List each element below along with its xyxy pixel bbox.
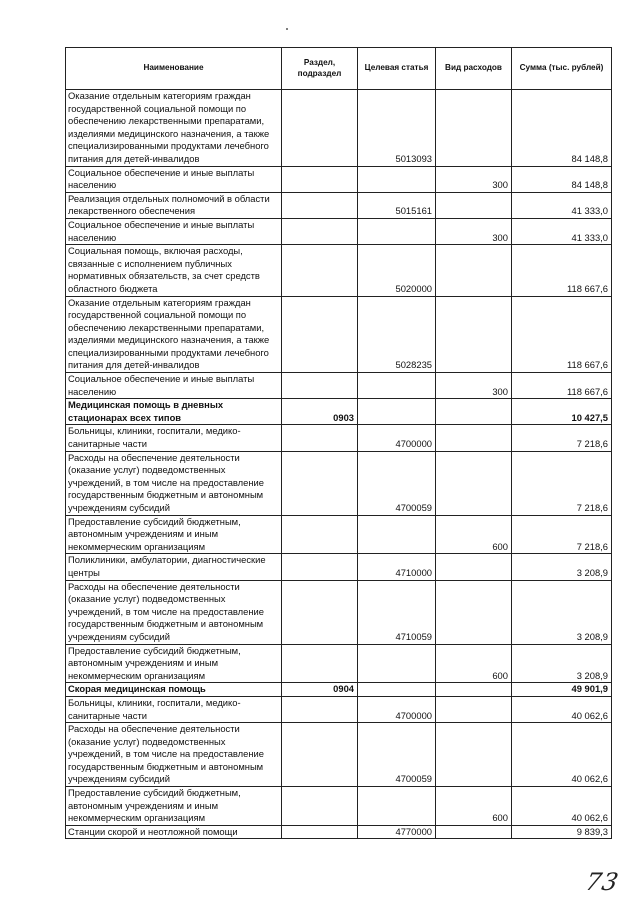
row-section <box>282 825 358 839</box>
row-kind: 600 <box>436 515 512 554</box>
row-section <box>282 515 358 554</box>
row-target: 5015161 <box>358 192 436 218</box>
row-name: Поликлиники, амбулатории, диагностические центры <box>66 554 282 580</box>
row-sum: 118 667,6 <box>512 296 612 373</box>
row-sum: 10 427,5 <box>512 399 612 425</box>
row-sum: 3 208,9 <box>512 644 612 683</box>
row-target: 5020000 <box>358 245 436 296</box>
row-section <box>282 166 358 192</box>
header-section: Раздел, подраздел <box>282 48 358 90</box>
row-name: Социальная помощь, включая расходы, связанные с исполнением публичных нормативных обязательств, за счет средств областного бюджета <box>66 245 282 296</box>
table-row <box>66 580 612 644</box>
row-target: 4710000 <box>358 554 436 580</box>
row-name: Предоставление субсидий бюджетным, автономным учреждениям и иным некоммерческим организациям <box>66 515 282 554</box>
row-section <box>282 218 358 244</box>
page-number: 73 <box>583 868 622 896</box>
table-row <box>66 683 612 697</box>
row-kind <box>436 90 512 167</box>
row-target: 4770000 <box>358 825 436 839</box>
row-name: Больницы, клиники, госпитали, медико-санитарные части <box>66 696 282 722</box>
budget-table <box>65 47 612 839</box>
row-kind: 600 <box>436 787 512 826</box>
row-section <box>282 192 358 218</box>
row-sum: 40 062,6 <box>512 723 612 787</box>
row-section <box>282 245 358 296</box>
row-section <box>282 554 358 580</box>
table-row <box>66 787 612 826</box>
row-kind <box>436 425 512 451</box>
row-sum: 41 333,0 <box>512 192 612 218</box>
row-name: Расходы на обеспечение деятельности (оказание услуг) подведомственных учреждений, в том числе на предоставление государственным бюджетным и автономным учреждениям субсидий <box>66 723 282 787</box>
table-row <box>66 554 612 580</box>
row-name: Станции скорой и неотложной помощи <box>66 825 282 839</box>
table-row <box>66 451 612 515</box>
row-section: 0903 <box>282 399 358 425</box>
table-row <box>66 399 612 425</box>
row-section <box>282 696 358 722</box>
header-sum: Сумма (тыс. рублей) <box>512 48 612 90</box>
row-section <box>282 787 358 826</box>
row-kind <box>436 723 512 787</box>
table-body <box>66 90 612 839</box>
row-section <box>282 296 358 373</box>
header-kind: Вид расходов <box>436 48 512 90</box>
row-section <box>282 90 358 167</box>
row-name: Социальное обеспечение и иные выплаты населению <box>66 166 282 192</box>
row-sum: 40 062,6 <box>512 696 612 722</box>
row-kind: 600 <box>436 644 512 683</box>
row-target <box>358 644 436 683</box>
row-name: Расходы на обеспечение деятельности (оказание услуг) подведомственных учреждений, в том числе на предоставление государственным бюджетным и автономным учреждениям субсидий <box>66 580 282 644</box>
row-target <box>358 218 436 244</box>
row-target: 4700000 <box>358 425 436 451</box>
table-row <box>66 90 612 167</box>
row-kind: 300 <box>436 166 512 192</box>
row-target: 5013093 <box>358 90 436 167</box>
table-row <box>66 825 612 839</box>
row-section <box>282 644 358 683</box>
row-target: 5028235 <box>358 296 436 373</box>
row-name: Оказание отдельным категориям граждан государственной социальной помощи по обеспечению лекарственными препаратами, изделиями медицинского назначения, а также специализированными продуктами лечебного питания для детей-инвалидов <box>66 90 282 167</box>
row-name: Социальное обеспечение и иные выплаты населению <box>66 218 282 244</box>
row-section: 0904 <box>282 683 358 697</box>
row-sum: 84 148,8 <box>512 166 612 192</box>
row-name: Медицинская помощь в дневных стационарах всех типов <box>66 399 282 425</box>
row-name: Предоставление субсидий бюджетным, автономным учреждениям и иным некоммерческим организациям <box>66 644 282 683</box>
row-target <box>358 515 436 554</box>
row-sum: 41 333,0 <box>512 218 612 244</box>
row-name: Предоставление субсидий бюджетным, автономным учреждениям и иным некоммерческим организациям <box>66 787 282 826</box>
row-sum: 118 667,6 <box>512 245 612 296</box>
table-row <box>66 425 612 451</box>
budget-table-container <box>65 47 611 839</box>
table-row <box>66 296 612 373</box>
row-section <box>282 425 358 451</box>
table-row <box>66 644 612 683</box>
row-kind <box>436 683 512 697</box>
row-name: Социальное обеспечение и иные выплаты населению <box>66 373 282 399</box>
row-name: Расходы на обеспечение деятельности (оказание услуг) подведомственных учреждений, в том числе на предоставление государственным бюджетным и автономным учреждениям субсидий <box>66 451 282 515</box>
row-target: 4710059 <box>358 580 436 644</box>
table-row <box>66 515 612 554</box>
row-kind <box>436 296 512 373</box>
row-kind: 300 <box>436 373 512 399</box>
row-kind <box>436 399 512 425</box>
row-target <box>358 399 436 425</box>
row-target: 4700059 <box>358 723 436 787</box>
row-target: 4700059 <box>358 451 436 515</box>
row-kind <box>436 825 512 839</box>
row-kind <box>436 696 512 722</box>
table-header-row <box>66 48 612 90</box>
row-kind <box>436 554 512 580</box>
table-row <box>66 218 612 244</box>
scan-speck <box>286 28 288 30</box>
row-section <box>282 723 358 787</box>
row-section <box>282 580 358 644</box>
row-name: Реализация отдельных полномочий в области лекарственного обеспечения <box>66 192 282 218</box>
table-row <box>66 192 612 218</box>
row-kind: 300 <box>436 218 512 244</box>
row-sum: 40 062,6 <box>512 787 612 826</box>
row-sum: 7 218,6 <box>512 515 612 554</box>
row-sum: 7 218,6 <box>512 425 612 451</box>
row-kind <box>436 245 512 296</box>
row-target <box>358 787 436 826</box>
row-target <box>358 373 436 399</box>
row-name: Скорая медицинская помощь <box>66 683 282 697</box>
row-name: Оказание отдельным категориям граждан государственной социальной помощи по обеспечению лекарственными препаратами, изделиями медицинского назначения, а также специализированными продуктами лечебного питания для детей-инвалидов <box>66 296 282 373</box>
header-target: Целевая статья <box>358 48 436 90</box>
row-section <box>282 451 358 515</box>
row-sum: 3 208,9 <box>512 554 612 580</box>
row-target <box>358 166 436 192</box>
row-name: Больницы, клиники, госпитали, медико-санитарные части <box>66 425 282 451</box>
table-row <box>66 166 612 192</box>
row-target: 4700000 <box>358 696 436 722</box>
table-row <box>66 723 612 787</box>
row-sum: 84 148,8 <box>512 90 612 167</box>
row-kind <box>436 192 512 218</box>
row-sum: 3 208,9 <box>512 580 612 644</box>
row-section <box>282 373 358 399</box>
table-row <box>66 696 612 722</box>
row-sum: 118 667,6 <box>512 373 612 399</box>
table-row <box>66 373 612 399</box>
row-target <box>358 683 436 697</box>
header-name: Наименование <box>66 48 282 90</box>
row-kind <box>436 451 512 515</box>
row-sum: 7 218,6 <box>512 451 612 515</box>
table-row <box>66 245 612 296</box>
row-kind <box>436 580 512 644</box>
row-sum: 49 901,9 <box>512 683 612 697</box>
row-sum: 9 839,3 <box>512 825 612 839</box>
